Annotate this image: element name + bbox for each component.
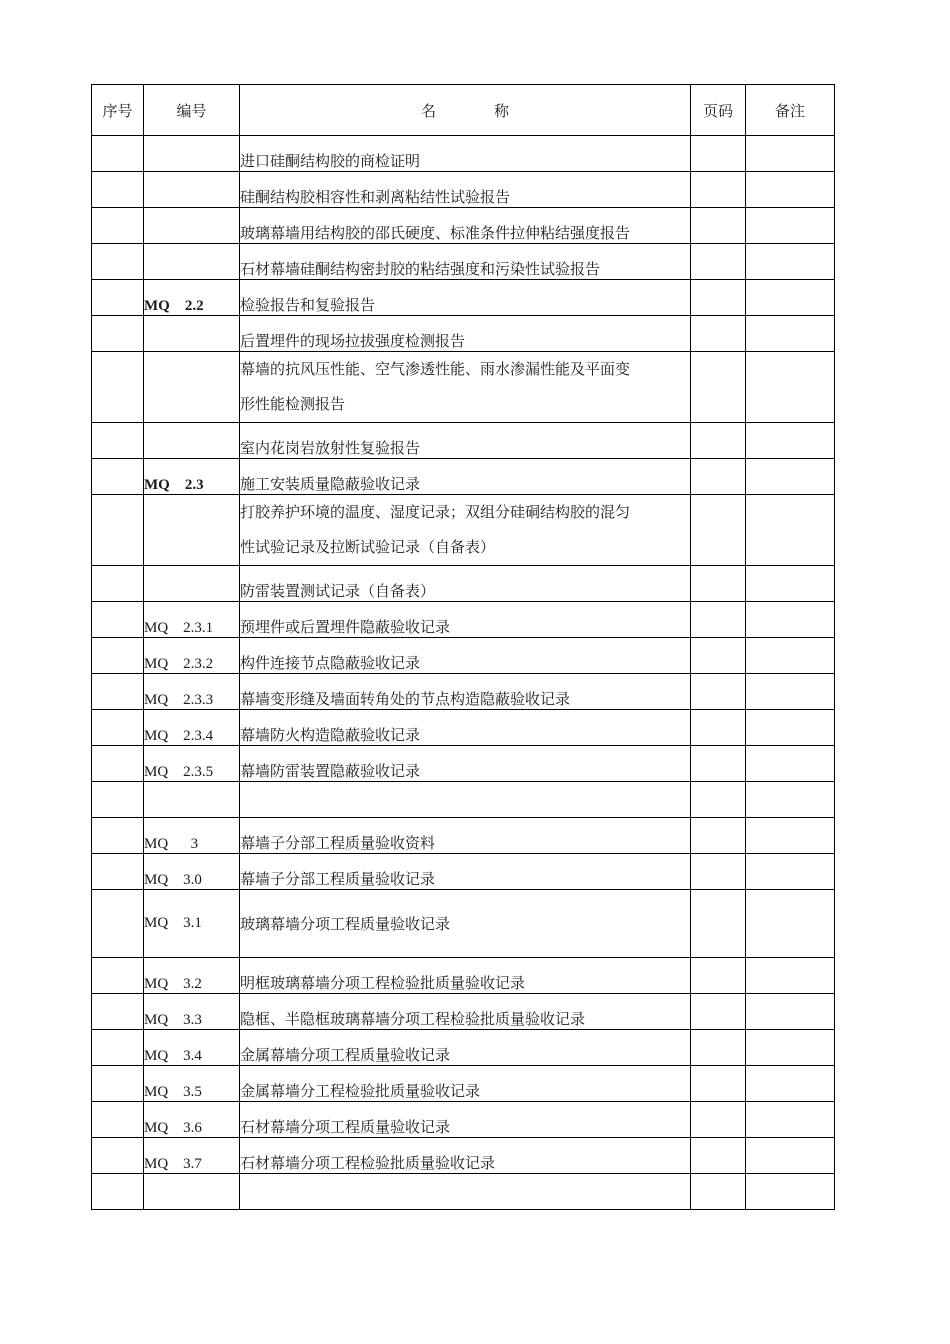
seq-cell xyxy=(92,1138,144,1174)
code-cell: MQ 2.2 xyxy=(144,280,240,316)
note-cell xyxy=(746,994,835,1030)
page-cell xyxy=(691,710,746,746)
page-cell xyxy=(691,958,746,994)
name-line: 幕墙的抗风压性能、空气渗透性能、雨水渗漏性能及平面变 xyxy=(240,360,631,378)
seq-cell xyxy=(92,638,144,674)
note-cell xyxy=(746,172,835,208)
header-note: 备注 xyxy=(746,85,835,136)
note-cell xyxy=(746,818,835,854)
note-cell xyxy=(746,1138,835,1174)
table-row xyxy=(92,818,835,854)
name-cell: 检验报告和复验报告 xyxy=(240,280,691,316)
code-cell: MQ 2.3.5 xyxy=(144,746,240,782)
page-cell xyxy=(691,638,746,674)
name-line: 性试验记录及拉断试验记录（自备表） xyxy=(240,538,496,556)
seq-cell xyxy=(92,172,144,208)
table-row xyxy=(92,890,835,958)
name-cell: 玻璃幕墙分项工程质量验收记录 xyxy=(240,890,691,958)
seq-cell xyxy=(92,495,144,566)
note-cell xyxy=(746,352,835,423)
page-cell xyxy=(691,890,746,958)
table-row xyxy=(92,566,835,602)
seq-cell xyxy=(92,602,144,638)
table-row xyxy=(92,316,835,352)
name-cell: 玻璃幕墙用结构胶的邵氏硬度、标准条件拉伸粘结强度报告 xyxy=(240,208,691,244)
name-cell: 石材幕墙硅酮结构密封胶的粘结强度和污染性试验报告 xyxy=(240,244,691,280)
note-cell xyxy=(746,674,835,710)
table-row xyxy=(92,136,835,172)
note-cell xyxy=(746,136,835,172)
seq-cell xyxy=(92,1030,144,1066)
seq-cell xyxy=(92,994,144,1030)
note-cell xyxy=(746,638,835,674)
code-cell: MQ 2.3.1 xyxy=(144,602,240,638)
note-cell xyxy=(746,958,835,994)
name-cell: 幕墙子分部工程质量验收资料 xyxy=(240,818,691,854)
seq-cell xyxy=(92,958,144,994)
name-cell xyxy=(240,352,691,423)
table-row xyxy=(92,602,835,638)
note-cell xyxy=(746,495,835,566)
note-cell xyxy=(746,208,835,244)
code-cell: MQ 3.3 xyxy=(144,994,240,1030)
header-name-char-2: 称 xyxy=(494,101,510,120)
code-cell xyxy=(144,1174,240,1210)
name-cell: 防雷装置测试记录（自备表） xyxy=(240,566,691,602)
code-cell xyxy=(144,423,240,459)
table-row xyxy=(92,1138,835,1174)
header-name-char-1: 名 xyxy=(420,101,436,120)
name-cell: 金属幕墙分工程检验批质量验收记录 xyxy=(240,1066,691,1102)
page-cell xyxy=(691,1138,746,1174)
seq-cell xyxy=(92,818,144,854)
seq-cell xyxy=(92,890,144,958)
seq-cell xyxy=(92,208,144,244)
name-cell: 施工安装质量隐蔽验收记录 xyxy=(240,459,691,495)
page-cell xyxy=(691,1030,746,1066)
page-cell xyxy=(691,782,746,818)
seq-cell xyxy=(92,854,144,890)
seq-cell xyxy=(92,280,144,316)
table-row xyxy=(92,638,835,674)
note-cell xyxy=(746,280,835,316)
name-cell xyxy=(240,782,691,818)
seq-cell xyxy=(92,244,144,280)
page-cell xyxy=(691,136,746,172)
name-cell: 幕墙防火构造隐蔽验收记录 xyxy=(240,710,691,746)
seq-cell xyxy=(92,674,144,710)
code-cell: MQ 3 xyxy=(144,818,240,854)
seq-cell xyxy=(92,1102,144,1138)
code-cell: MQ 3.2 xyxy=(144,958,240,994)
page-cell xyxy=(691,316,746,352)
page-cell xyxy=(691,818,746,854)
seq-cell xyxy=(92,316,144,352)
table-row xyxy=(92,710,835,746)
name-cell: 幕墙变形缝及墙面转角处的节点构造隐蔽验收记录 xyxy=(240,674,691,710)
name-cell: 幕墙子分部工程质量验收记录 xyxy=(240,854,691,890)
name-cell: 明框玻璃幕墙分项工程检验批质量验收记录 xyxy=(240,958,691,994)
code-cell xyxy=(144,316,240,352)
seq-cell xyxy=(92,782,144,818)
table-row xyxy=(92,854,835,890)
table-row xyxy=(92,1174,835,1210)
seq-cell xyxy=(92,352,144,423)
name-cell: 室内花岗岩放射性复验报告 xyxy=(240,423,691,459)
table-row xyxy=(92,958,835,994)
name-cell: 硅酮结构胶相容性和剥离粘结性试验报告 xyxy=(240,172,691,208)
code-cell xyxy=(144,244,240,280)
note-cell xyxy=(746,1102,835,1138)
name-cell xyxy=(240,1174,691,1210)
table-row xyxy=(92,994,835,1030)
code-cell: MQ 3.7 xyxy=(144,1138,240,1174)
code-cell: MQ 3.1 xyxy=(144,890,240,958)
page-cell xyxy=(691,602,746,638)
page-cell xyxy=(691,423,746,459)
note-cell xyxy=(746,890,835,958)
name-cell: 幕墙防雷装置隐蔽验收记录 xyxy=(240,746,691,782)
page-cell xyxy=(691,1174,746,1210)
name-cell xyxy=(240,495,691,566)
table-row xyxy=(92,1066,835,1102)
code-cell xyxy=(144,495,240,566)
page-cell xyxy=(691,244,746,280)
code-cell xyxy=(144,782,240,818)
page-cell xyxy=(691,280,746,316)
table-row xyxy=(92,1030,835,1066)
name-cell: 后置埋件的现场拉拔强度检测报告 xyxy=(240,316,691,352)
code-cell xyxy=(144,136,240,172)
note-cell xyxy=(746,782,835,818)
page-cell xyxy=(691,208,746,244)
code-cell: MQ 3.4 xyxy=(144,1030,240,1066)
code-cell: MQ 2.3.4 xyxy=(144,710,240,746)
table-row xyxy=(92,746,835,782)
seq-cell xyxy=(92,566,144,602)
code-cell xyxy=(144,566,240,602)
page-cell xyxy=(691,1102,746,1138)
page-cell xyxy=(691,566,746,602)
page-cell xyxy=(691,495,746,566)
table-row xyxy=(92,1102,835,1138)
table-row xyxy=(92,674,835,710)
page-cell xyxy=(691,674,746,710)
name-cell: 隐框、半隐框玻璃幕墙分项工程检验批质量验收记录 xyxy=(240,994,691,1030)
seq-cell xyxy=(92,710,144,746)
name-cell: 预埋件或后置埋件隐蔽验收记录 xyxy=(240,602,691,638)
page-cell xyxy=(691,854,746,890)
table-row xyxy=(92,280,835,316)
code-cell: MQ 3.6 xyxy=(144,1102,240,1138)
seq-cell xyxy=(92,136,144,172)
header-row xyxy=(92,85,835,136)
note-cell xyxy=(746,566,835,602)
note-cell xyxy=(746,244,835,280)
note-cell xyxy=(746,1030,835,1066)
code-cell: MQ 2.3 xyxy=(144,459,240,495)
seq-cell xyxy=(92,459,144,495)
table-row xyxy=(92,244,835,280)
note-cell xyxy=(746,710,835,746)
page-cell xyxy=(691,459,746,495)
table-row xyxy=(92,172,835,208)
note-cell xyxy=(746,1174,835,1210)
header-name xyxy=(240,85,691,136)
seq-cell xyxy=(92,746,144,782)
page-cell xyxy=(691,352,746,423)
table-row xyxy=(92,459,835,495)
page-cell xyxy=(691,172,746,208)
note-cell xyxy=(746,459,835,495)
code-cell xyxy=(144,172,240,208)
seq-cell xyxy=(92,1174,144,1210)
page-cell xyxy=(691,746,746,782)
note-cell xyxy=(746,1066,835,1102)
table-row xyxy=(92,423,835,459)
note-cell xyxy=(746,316,835,352)
table-row xyxy=(92,495,835,566)
name-cell: 进口硅酮结构胶的商检证明 xyxy=(240,136,691,172)
note-cell xyxy=(746,854,835,890)
header-page: 页码 xyxy=(691,85,746,136)
header-code: 编号 xyxy=(144,85,240,136)
code-cell xyxy=(144,208,240,244)
records-index-table xyxy=(91,84,835,1210)
code-cell xyxy=(144,352,240,423)
note-cell xyxy=(746,746,835,782)
name-cell: 石材幕墙分项工程检验批质量验收记录 xyxy=(240,1138,691,1174)
name-cell: 金属幕墙分项工程质量验收记录 xyxy=(240,1030,691,1066)
seq-cell xyxy=(92,1066,144,1102)
code-cell: MQ 3.5 xyxy=(144,1066,240,1102)
header-seq: 序号 xyxy=(92,85,144,136)
page-cell xyxy=(691,994,746,1030)
name-cell: 石材幕墙分项工程质量验收记录 xyxy=(240,1102,691,1138)
table-row xyxy=(92,352,835,423)
code-cell: MQ 2.3.2 xyxy=(144,638,240,674)
code-cell: MQ 2.3.3 xyxy=(144,674,240,710)
note-cell xyxy=(746,602,835,638)
table-row xyxy=(92,782,835,818)
name-cell: 构件连接节点隐蔽验收记录 xyxy=(240,638,691,674)
code-cell: MQ 3.0 xyxy=(144,854,240,890)
name-line: 打胶养护环境的温度、湿度记录；双组分硅硐结构胶的混匀 xyxy=(240,503,631,521)
name-line: 形性能检测报告 xyxy=(240,395,346,413)
page-cell xyxy=(691,1066,746,1102)
note-cell xyxy=(746,423,835,459)
seq-cell xyxy=(92,423,144,459)
table-row xyxy=(92,208,835,244)
